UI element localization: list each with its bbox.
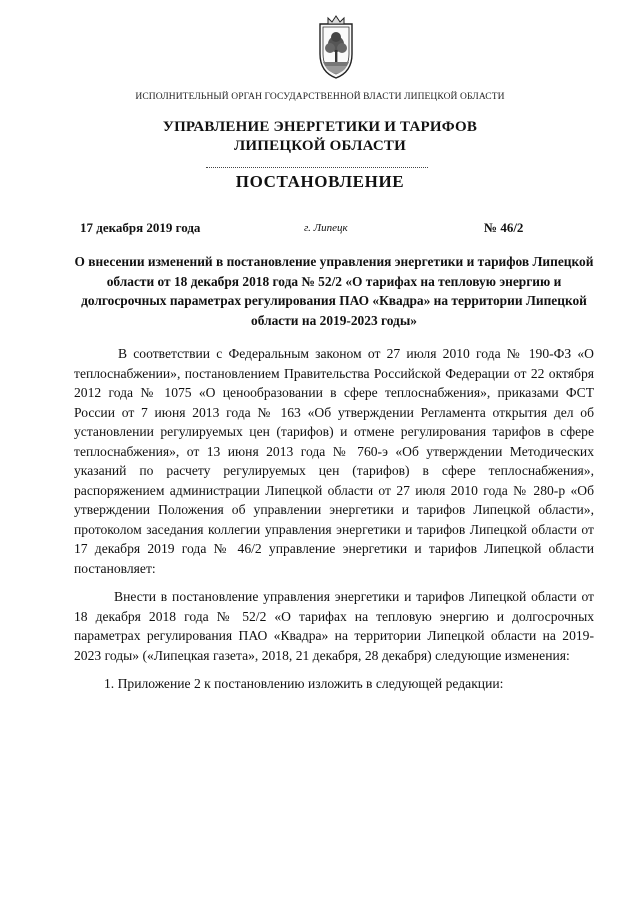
document-number: № 46/2 — [484, 220, 524, 235]
header-divider — [206, 167, 428, 168]
document-city: г. Липецк — [304, 222, 348, 234]
organization-name — [0, 118, 640, 156]
resolution-item-1: 1. Приложение 2 к постановлению изложить в следующей редакции: — [104, 676, 504, 691]
preamble-paragraph: В соответствии с Федеральным законом от 27 июля 2010 года № 190-ФЗ «О теплоснабжении», постановлением Правительства Российской Федерации от 22 октября 2012 года № 1075 «О ценообразовании в сфере теплоснабжения», приказами ФСТ России от 7 июня 2013 года № 163 «Об утверждении Регламента открытия дел об установлении регулируемых цен (тарифов) и отмене регулирования тарифов в сфере теплоснабжения», от 13 июня 2013 года № 760-э «Об утверждении Методических указаний по расчету регулируемых цен (тарифов) в сфере теплоснабжения», распоряжением администрации Липецкой области от 27 июля 2010 года № 280-р «Об утверждении Положения об управлении энергетики и тарифов Липецкой области», протоколом заседания коллегии управления энергетики и тарифов Липецкой области от 17 декабря 2019 года № 46/2 управление энергетики и тарифов Липецкой области постановляет: — [74, 346, 594, 576]
document-type: ПОСТАНОВЛЕНИЕ — [235, 172, 405, 191]
organization-name-line-2: ЛИПЕЦКОЙ ОБЛАСТИ — [234, 138, 406, 154]
resolution-paragraph: Внести в постановление управления энергетики и тарифов Липецкой области от 18 декабря 2018 года № 52/2 «О тарифах на тепловую энергию и долгосрочных параметрах регулирования ПАО «Квадра» на территории Липецкой области на 2019-2023 годы» («Липецкая газета», 2018, 21 декабря, 28 декабря) следующие изменения: — [74, 589, 594, 663]
coat-of-arms-icon — [314, 14, 358, 82]
document-body — [74, 344, 594, 703]
organization-name-line-1: УПРАВЛЕНИЕ ЭНЕРГЕТИКИ И ТАРИФОВ — [162, 119, 478, 135]
document-date: 17 декабря 2019 года — [80, 220, 201, 235]
issuing-authority: ИСПОЛНИТЕЛЬНЫЙ ОРГАН ГОСУДАРСТВЕННОЙ ВЛАСТИ ЛИПЕЦКОЙ ОБЛАСТИ — [135, 92, 505, 102]
document-subject: О внесении изменений в постановление управления энергетики и тарифов Липецкой области от 18 декабря 2018 года № 52/2 «О тарифах на тепловую энергию и долгосрочных параметрах регулирования ПАО «Квадра» на территории Липецкой области на 2019-2023 годы» — [74, 254, 594, 328]
